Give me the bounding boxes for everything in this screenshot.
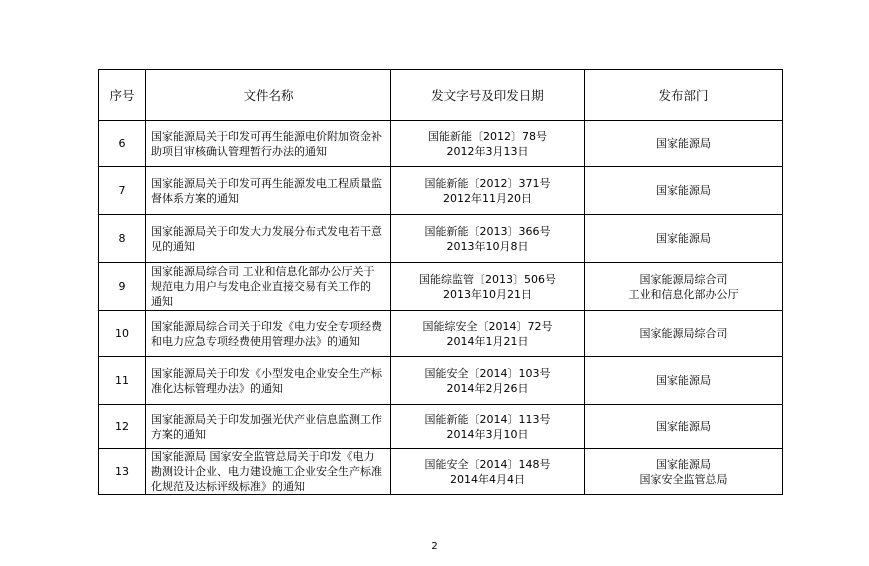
document-table xyxy=(98,69,783,495)
cell-document-name-line: 见的通知 xyxy=(151,239,195,253)
table-row xyxy=(99,311,783,357)
cell-issuing-department-line: 国家能源局 xyxy=(656,374,711,387)
cell-document-name-line: 方案的通知 xyxy=(151,427,206,441)
cell-document-code-date-line: 2013年10月8日 xyxy=(446,239,529,253)
cell-issuing-department-line: 国家能源局 xyxy=(656,232,711,245)
cell-issuing-department-line: 国家能源局综合司 xyxy=(639,272,728,286)
cell-document-code-date-line: 2014年4月4日 xyxy=(450,472,525,486)
cell-document-name-line: 国家能源局关于印发加强光伏产业信息监测工作 xyxy=(151,412,382,426)
cell-document-name-line: 国家能源局关于印发《小型发电企业安全生产标 xyxy=(151,366,382,380)
header-serial-number: 序号 xyxy=(99,70,146,121)
cell-document-code-date-line: 2014年3月10日 xyxy=(446,427,529,441)
header-issuing-department: 发布部门 xyxy=(585,70,783,121)
cell-document-code-date-line: 国能新能〔2012〕78号 xyxy=(428,129,547,143)
cell-document-code-date-line: 国能综监管〔2013〕506号 xyxy=(419,272,556,286)
header-document-name: 文件名称 xyxy=(146,70,391,121)
cell-issuing-department xyxy=(585,215,783,263)
cell-document-name-line: 国家能源局综合司 工业和信息化部办公厅关于 xyxy=(151,265,375,278)
table-row xyxy=(99,167,783,215)
cell-document-code-date xyxy=(391,311,585,357)
cell-issuing-department-line: 国家能源局 xyxy=(656,137,711,150)
cell-document-name xyxy=(146,405,391,449)
cell-issuing-department xyxy=(585,311,783,357)
cell-document-name-line: 国家能源局 国家安全监管总局关于印发《电力 xyxy=(151,450,375,463)
table-row xyxy=(99,357,783,405)
cell-issuing-department-line: 国家能源局 xyxy=(656,420,711,433)
cell-serial-number: 10 xyxy=(99,311,146,357)
cell-document-code-date-line: 国能新能〔2012〕371号 xyxy=(424,176,551,190)
cell-issuing-department xyxy=(585,167,783,215)
table-body xyxy=(99,121,783,495)
cell-issuing-department xyxy=(585,405,783,449)
cell-serial-number: 8 xyxy=(99,215,146,263)
table-row xyxy=(99,215,783,263)
cell-document-code-date xyxy=(391,121,585,167)
cell-document-name-line: 规范电力用户与发电企业直接交易有关工作的 xyxy=(151,280,371,293)
cell-document-code-date-line: 2013年10月21日 xyxy=(443,287,532,301)
cell-document-name xyxy=(146,167,391,215)
cell-document-name-line: 国家能源局关于印发可再生能源发电工程质量监 xyxy=(151,176,382,190)
cell-document-code-date-line: 2014年1月21日 xyxy=(446,334,529,348)
cell-document-name xyxy=(146,263,391,311)
cell-issuing-department xyxy=(585,121,783,167)
table-row xyxy=(99,121,783,167)
cell-document-code-date-line: 国能综安全〔2014〕72号 xyxy=(422,319,553,333)
cell-document-name-line: 和电力应急专项经费使用管理办法》的通知 xyxy=(151,334,360,348)
cell-document-name-line: 督体系方案的通知 xyxy=(151,191,239,205)
cell-document-name xyxy=(146,215,391,263)
cell-issuing-department-line: 国家能源局综合司 xyxy=(639,327,728,340)
cell-issuing-department xyxy=(585,263,783,311)
cell-document-name xyxy=(146,449,391,495)
cell-document-code-date-line: 国能安全〔2014〕103号 xyxy=(424,366,551,380)
cell-document-code-date xyxy=(391,405,585,449)
cell-document-code-date-line: 2014年2月26日 xyxy=(446,381,529,395)
cell-serial-number: 11 xyxy=(99,357,146,405)
cell-issuing-department-line: 国家能源局 xyxy=(656,457,711,471)
cell-document-code-date-line: 国能安全〔2014〕148号 xyxy=(424,457,551,471)
cell-document-code-date xyxy=(391,357,585,405)
cell-document-code-date xyxy=(391,167,585,215)
cell-document-name-line: 通知 xyxy=(151,295,173,308)
cell-document-name-line: 国家能源局关于印发可再生能源电价附加资金补 xyxy=(151,129,382,143)
table-row xyxy=(99,405,783,449)
cell-document-code-date xyxy=(391,215,585,263)
cell-serial-number: 12 xyxy=(99,405,146,449)
cell-document-code-date xyxy=(391,449,585,495)
cell-issuing-department xyxy=(585,357,783,405)
cell-document-name-line: 助项目审核确认管理暂行办法的通知 xyxy=(151,144,327,158)
cell-document-code-date-line: 2012年3月13日 xyxy=(446,144,529,158)
table-row xyxy=(99,263,783,311)
cell-issuing-department-line: 国家安全监管总局 xyxy=(639,472,728,486)
cell-document-name xyxy=(146,311,391,357)
cell-document-code-date-line: 国能新能〔2014〕113号 xyxy=(424,412,551,426)
cell-serial-number: 9 xyxy=(99,263,146,311)
table-header-row xyxy=(99,70,783,121)
cell-document-name-line: 化规范及达标评级标准》的通知 xyxy=(151,480,305,493)
cell-document-code-date-line: 国能新能〔2013〕366号 xyxy=(424,224,551,238)
cell-document-name xyxy=(146,121,391,167)
cell-document-name-line: 国家能源局综合司关于印发《电力安全专项经费 xyxy=(151,319,382,333)
cell-document-name-line: 勘测设计企业、电力建设施工企业安全生产标准 xyxy=(151,465,382,478)
page-number: 2 xyxy=(431,541,438,552)
header-document-code-date: 发文字号及印发日期 xyxy=(391,70,585,121)
cell-serial-number: 7 xyxy=(99,167,146,215)
cell-document-code-date xyxy=(391,263,585,311)
cell-issuing-department-line: 工业和信息化部办公厅 xyxy=(628,287,739,301)
cell-serial-number: 6 xyxy=(99,121,146,167)
cell-issuing-department-line: 国家能源局 xyxy=(656,184,711,197)
cell-document-name-line: 国家能源局关于印发大力发展分布式发电若干意 xyxy=(151,224,382,238)
cell-document-name-line: 准化达标管理办法》的通知 xyxy=(151,381,283,395)
cell-document-name xyxy=(146,357,391,405)
cell-serial-number: 13 xyxy=(99,449,146,495)
cell-issuing-department xyxy=(585,449,783,495)
cell-document-code-date-line: 2012年11月20日 xyxy=(443,191,532,205)
table-row xyxy=(99,449,783,495)
